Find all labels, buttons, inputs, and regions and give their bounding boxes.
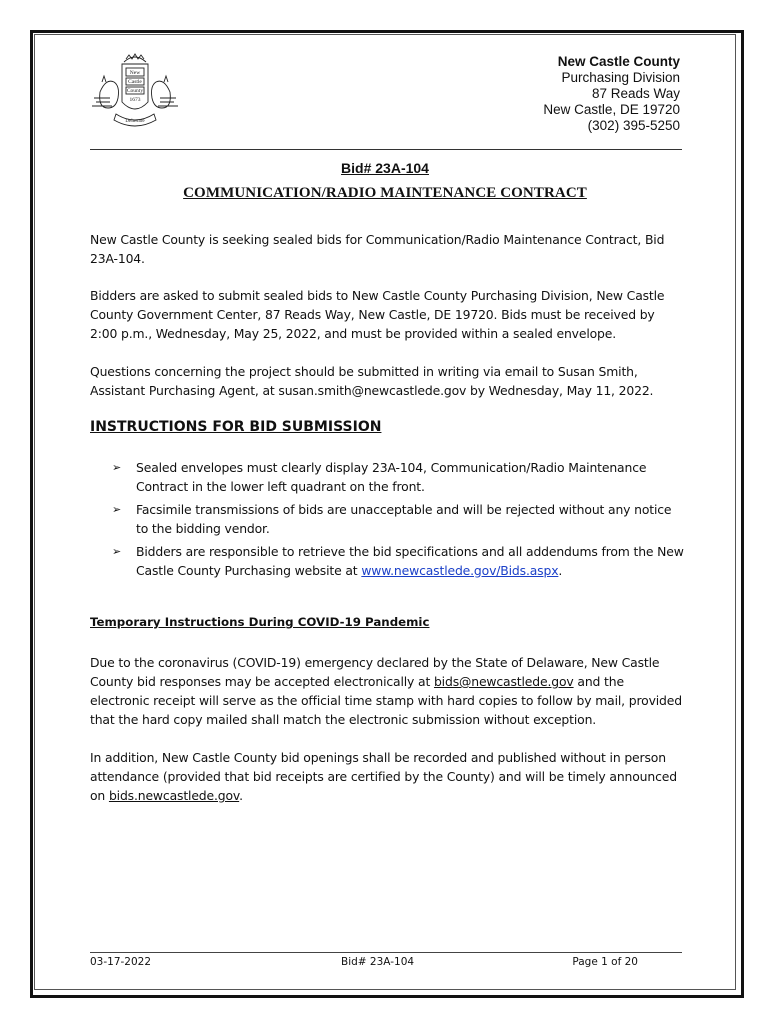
seal-text-5: Delaware <box>125 119 145 124</box>
seal-text-4: 1673 <box>129 97 141 103</box>
contract-title: COMMUNICATION/RADIO MAINTENANCE CONTRACT <box>183 185 587 201</box>
intro-paragraph-1: New Castle County is seeking sealed bids for Communication/Radio Maintenance Contract, Bid 23A-104. <box>90 232 665 266</box>
list-item <box>112 458 684 496</box>
arrow-bullet-icon: ➢ <box>112 461 122 474</box>
footer-bid-number: Bid# 23A-104 <box>341 956 415 968</box>
seal-text-3: County <box>126 88 144 94</box>
seal-text-2: Castle <box>128 79 142 85</box>
footer-date: 03-17-2022 <box>90 956 152 968</box>
list-item <box>112 500 684 538</box>
intro-paragraph-3: Questions concerning the project should be submitted in writing via email to Susan Smith, Assistant Purchasing Agent, at susan.smith@newcastlede.gov by Wednesday, May 11, 2022. <box>90 364 654 398</box>
org-name: New Castle County <box>557 54 680 69</box>
covid-paragraph-1 <box>90 653 682 729</box>
division-name: Purchasing Division <box>561 70 680 85</box>
county-seal-logo <box>86 52 184 130</box>
covid-p2-before: In addition, New Castle County bid openings shall be recorded and published without in person attendance (provided that bid receipts are certified by the County) and will be timely announced on <box>90 750 677 803</box>
list-item-text: Sealed envelopes must clearly display 23A-104, Communication/Radio Maintenance Contract in the lower left quadrant on the front. <box>136 460 647 494</box>
phone-number: (302) 395-5250 <box>587 118 680 133</box>
list-item-text-after: . <box>558 563 563 578</box>
bids-website-link[interactable]: www.newcastlede.gov/Bids.aspx <box>361 563 559 578</box>
covid-p1-before: Due to the coronavirus (COVID-19) emergency declared by the State of Delaware, New Castle County bid responses may be accepted electronically at <box>90 655 660 689</box>
bids-email-link[interactable]: bids@newcastlede.gov <box>433 674 574 689</box>
arrow-bullet-icon: ➢ <box>112 545 122 558</box>
header-divider <box>90 149 682 150</box>
address-block <box>543 54 680 134</box>
list-item-text <box>136 544 684 578</box>
bids-site-link[interactable]: bids.newcastlede.gov <box>108 788 240 803</box>
covid-heading: Temporary Instructions During COVID-19 Pandemic <box>90 615 430 629</box>
footer-divider <box>90 952 682 953</box>
street-address: 87 Reads Way <box>591 86 680 101</box>
covid-p2-after: . <box>239 788 243 803</box>
covid-paragraph-2 <box>90 748 682 805</box>
arrow-bullet-icon: ➢ <box>112 503 122 516</box>
list-item-text-before: Bidders are responsible to retrieve the bid specifications and all addendums from the New Castle County Purchasing website at <box>136 544 684 578</box>
footer-page-number: Page 1 of 20 <box>572 956 638 968</box>
instructions-list <box>112 458 684 584</box>
covid-p1-after: and the electronic receipt will serve as the official time stamp with hard copies to follow by mail, provided that the hard copy mailed shall match the electronic submission without exception. <box>90 674 682 727</box>
list-item-text: Facsimile transmissions of bids are unacceptable and will be rejected without any notice to the bidding vendor. <box>136 502 672 536</box>
intro-paragraph-2: Bidders are asked to submit sealed bids to New Castle County Purchasing Division, New Castle County Government Center, 87 Reads Way, New Castle, DE 19720. Bids must be received by 2:00 p.m., Wednesday, May 25, 2022, and must be provided within a sealed envelope. <box>90 288 665 341</box>
instructions-heading: INSTRUCTIONS FOR BID SUBMISSION <box>90 419 382 435</box>
bid-number-title: Bid# 23A-104 <box>341 160 429 176</box>
seal-text-1: New <box>129 70 141 76</box>
list-item <box>112 542 684 580</box>
city-state-zip: New Castle, DE 19720 <box>543 102 680 117</box>
